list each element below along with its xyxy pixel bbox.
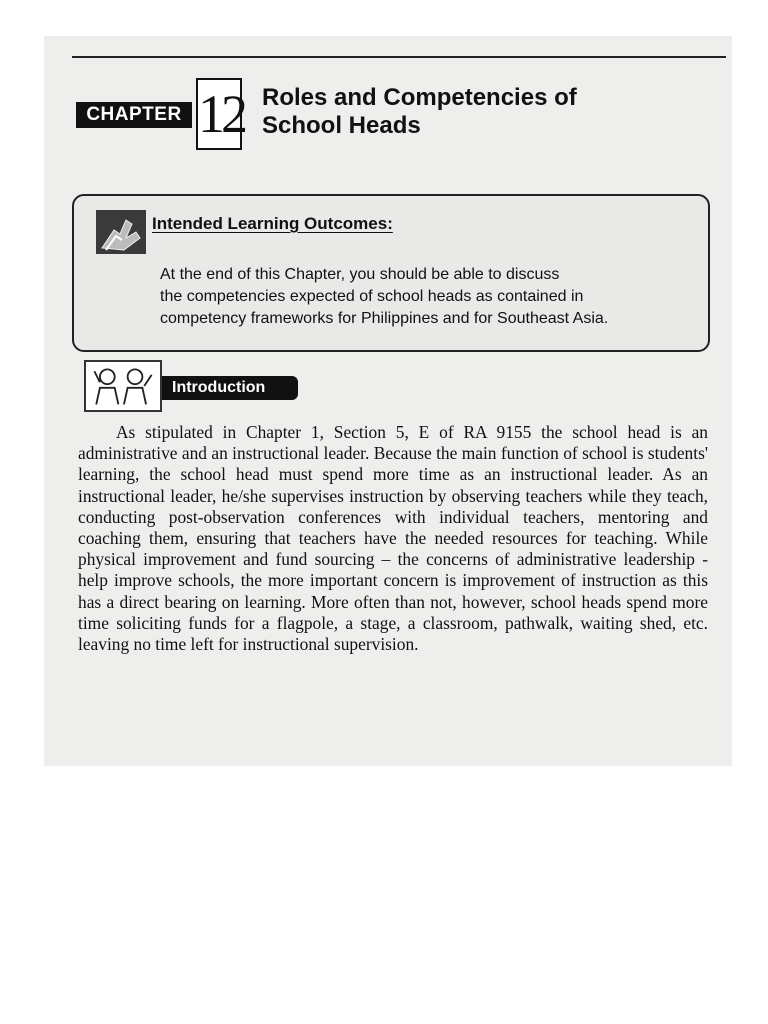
chapter-number: 12 [196, 78, 242, 150]
outcomes-line: competency frameworks for Philippines and for Southeast Asia. [160, 310, 609, 327]
people-icon [84, 360, 162, 412]
introduction-label: Introduction [162, 376, 298, 400]
header-rule [72, 56, 726, 58]
chapter-title [262, 84, 682, 140]
chapter-label: CHAPTER [76, 102, 192, 128]
hands-icon [96, 210, 146, 254]
introduction-paragraph: As stipulated in Chapter 1, Section 5, E of RA 9155 the school head is an administrative and an instructional leader. Because the main function of school is students' learning, the school head must spend more time as an instructional leader. As an instructional leader, he/she supervises instruction by observing teachers while they teach, conducting post-observation conferences with individual teachers, mentoring and coaching them, ensuring that teachers have the needed resources for teaching. While physical improvement and fund sourcing – the concerns of administrative leadership - help improve schools, the more important concern is improvement of instruction as this has a direct bearing on learning. More often than not, however, school heads spend more time soliciting funds for a flagpole, a stage, a classroom, pathwalk, waiting shed, etc. leaving no time left for instructional supervision. [78, 422, 708, 655]
outcomes-line: At the end of this Chapter, you should be able to discuss [160, 266, 560, 283]
chapter-title-line1: Roles and Competencies of [262, 84, 577, 111]
chapter-title-line2: School Heads [262, 112, 421, 139]
outcomes-text [160, 264, 700, 330]
outcomes-line: the competencies expected of school heads as contained in [160, 288, 584, 305]
outcomes-heading: Intended Learning Outcomes: [152, 214, 393, 233]
